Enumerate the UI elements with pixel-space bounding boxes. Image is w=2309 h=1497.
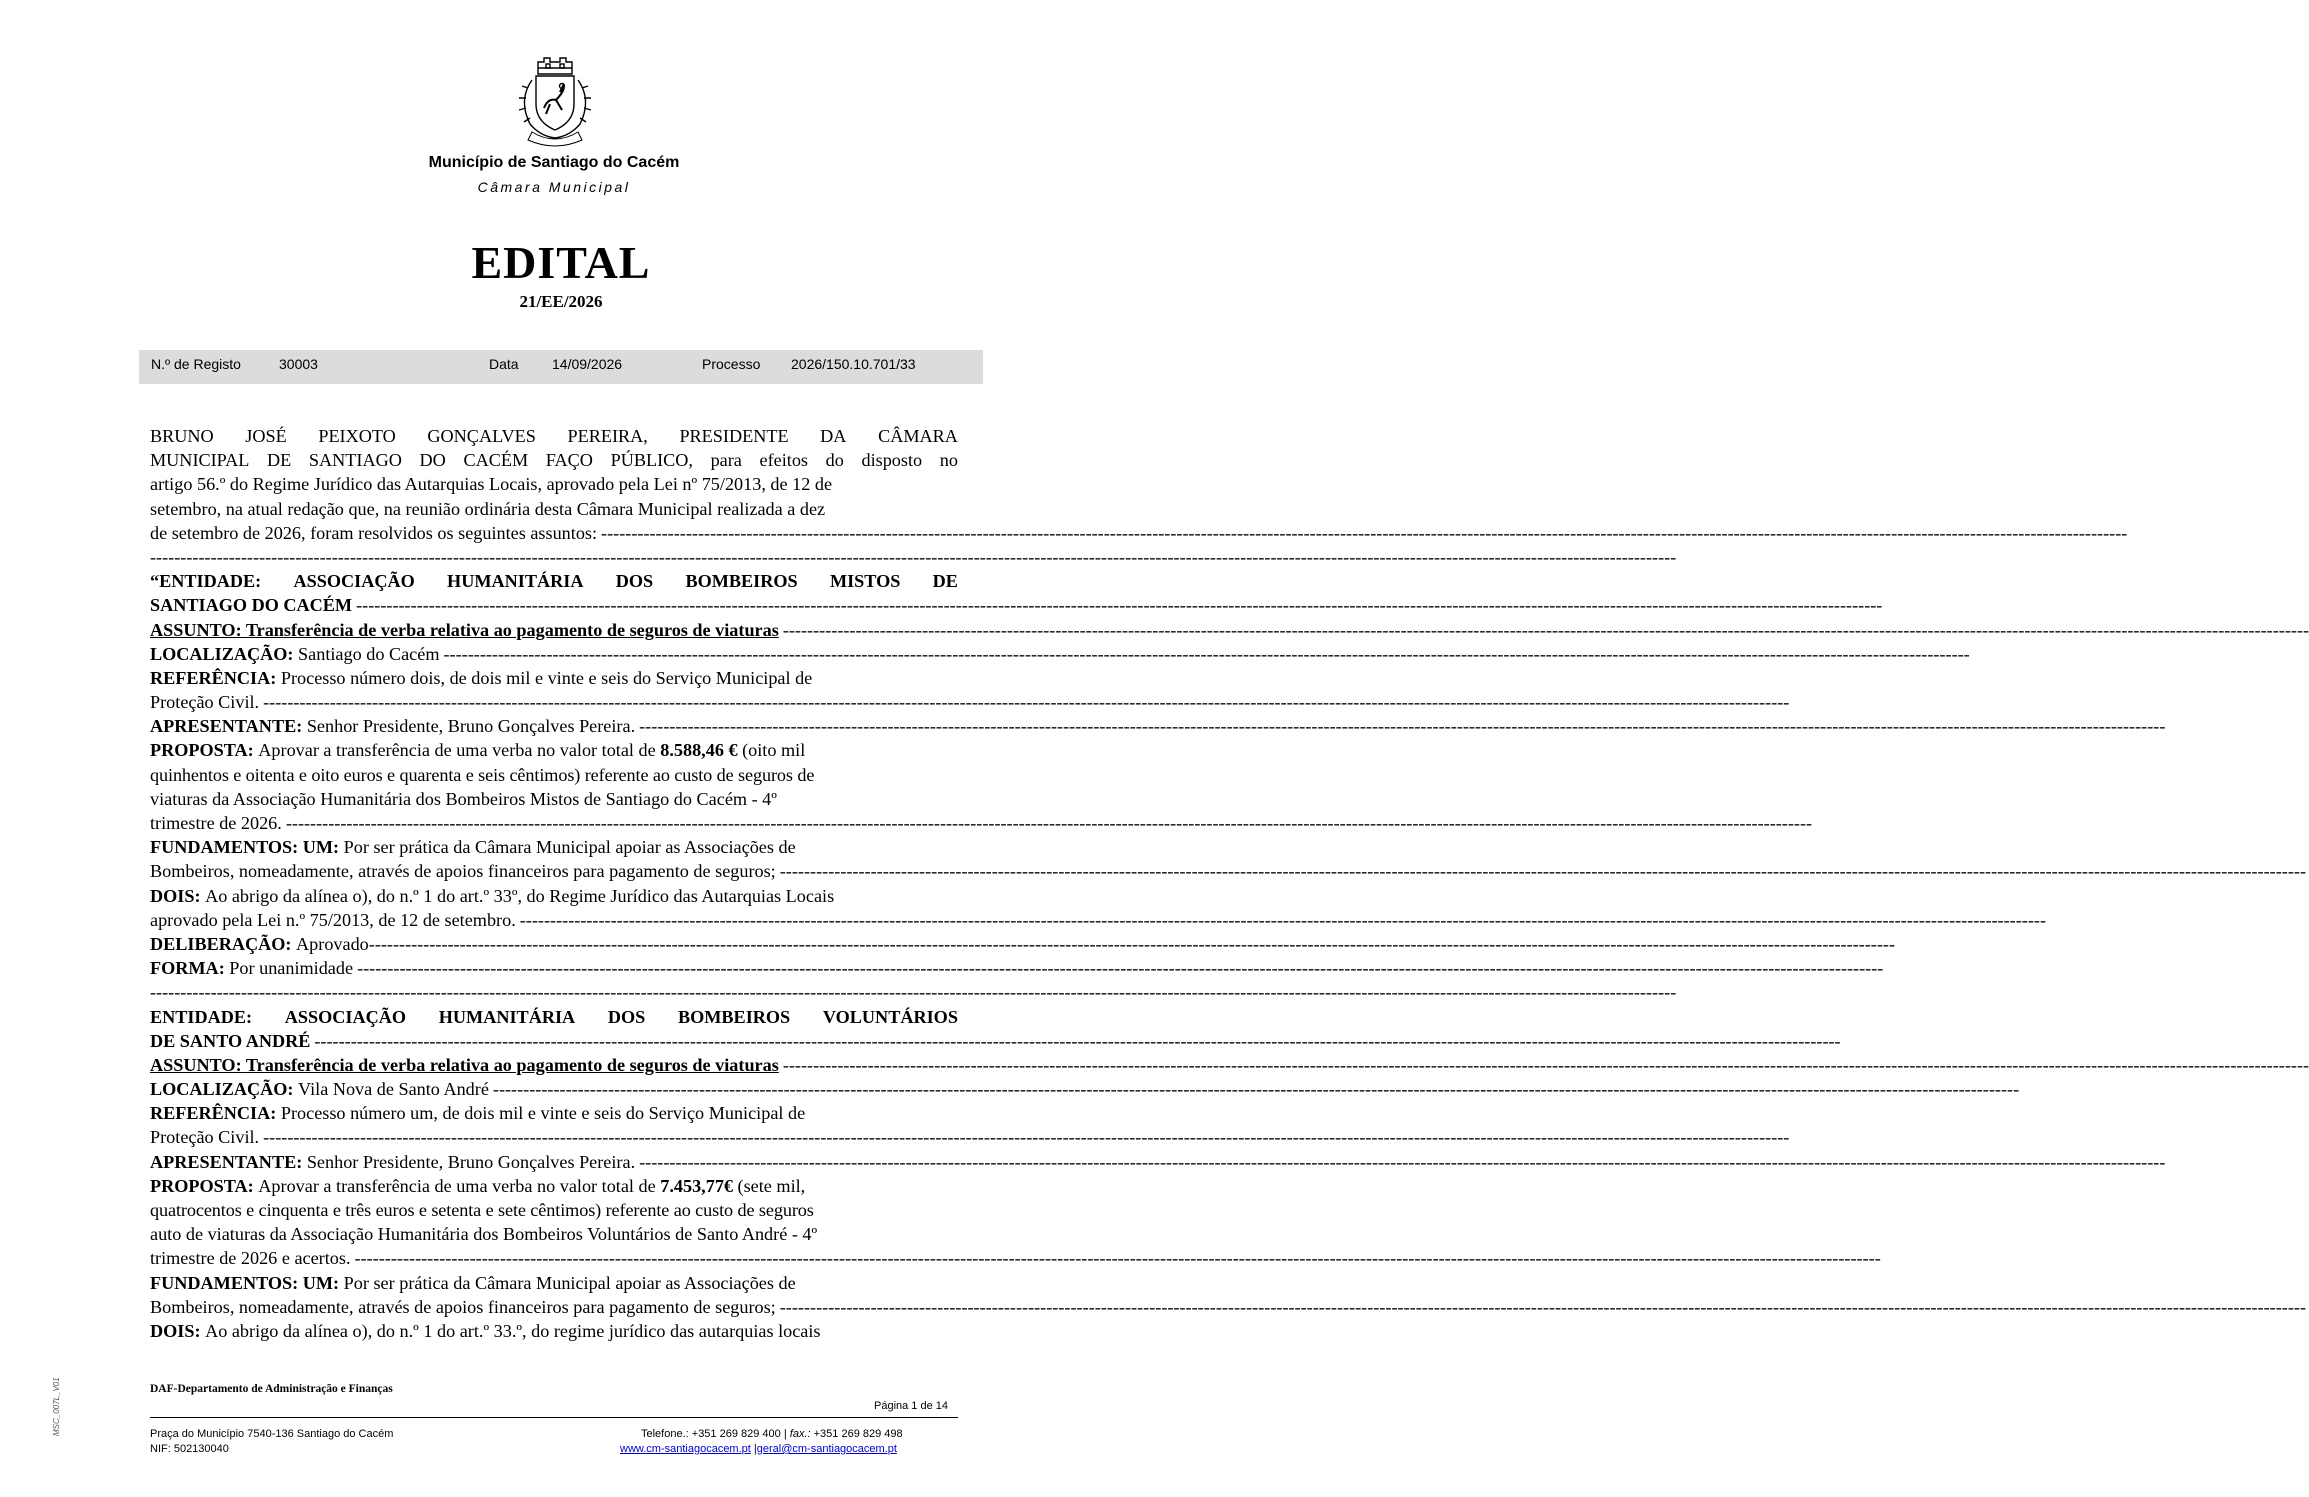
- item2-proposta-cont: auto de viaturas da Associação Humanitária dos Bombeiros Voluntários de Santo André - 4º: [150, 1224, 818, 1245]
- document-code: MSC_007L_V01: [52, 1377, 61, 1436]
- department-name: DAF-Departamento de Administração e Finanças: [150, 1383, 393, 1395]
- item1-localizacao: LOCALIZAÇÃO: Santiago do Cacém ------------------------------------------------------------------------------------------------------------------------------------------------------------------------------------------------------------------------------------------------------------: [150, 643, 1970, 664]
- item2-entidade: ENTIDADE: ASSOCIAÇÃO HUMANITÁRIA DOS BOMBEIROS VOLUNTÁRIOS: [150, 1006, 958, 1027]
- item1-apresentante: APRESENTANTE: Senhor Presidente, Bruno Gonçalves Pereira. ------------------------------------------------------------------------------------------------------------------------------------------------------------------------------------------------------------------------------------------------------------: [150, 716, 2166, 737]
- footer-address: Praça do Município 7540-136 Santiago do Cacém: [150, 1428, 394, 1440]
- processo-label: Processo: [702, 356, 761, 372]
- item1-referencia-cont: Proteção Civil. ------------------------------------------------------------------------------------------------------------------------------------------------------------------------------------------------------------------------------------------------------------: [150, 692, 1790, 713]
- item1-proposta: PROPOSTA: Aprovar a transferência de uma verba no valor total de 8.588,46 € (oito mil: [150, 740, 806, 761]
- item1-forma: FORMA: Por unanimidade ------------------------------------------------------------------------------------------------------------------------------------------------------------------------------------------------------------------------------------------------------------: [150, 958, 1884, 979]
- municipal-crest-icon: [502, 52, 608, 148]
- council-name: Câmara Municipal: [477, 179, 631, 195]
- item2-assunto: ASSUNTO: Transferência de verba relativa ao pagamento de seguros de viaturas ------------------------------------------------------------------------------------------------------------------------------------------------------------------------------------------------------------------------------------------------------------: [150, 1054, 2309, 1075]
- item1-proposta-cont: trimestre de 2026. ------------------------------------------------------------------------------------------------------------------------------------------------------------------------------------------------------------------------------------------------------------: [150, 813, 1813, 833]
- item1-entidade: “ENTIDADE: ASSOCIAÇÃO HUMANITÁRIA DOS BOMBEIROS MISTOS DE: [150, 571, 958, 592]
- item2-entidade-cont: DE SANTO ANDRÉ ------------------------------------------------------------------------------------------------------------------------------------------------------------------------------------------------------------------------------------------------------------: [150, 1030, 1841, 1051]
- footer-contacts: Telefone.: +351 269 829 400 | fax.: +351 269 829 498: [641, 1428, 903, 1440]
- item1-deliberacao: DELIBERAÇÃO: Aprovado ------------------------------------------------------------------------------------------------------------------------------------------------------------------------------------------------------------------------------------------------------------: [150, 933, 1896, 954]
- item1-proposta-cont: quinhentos e oitenta e oito euros e quarenta e seis cêntimos) referente ao custo de seguros de: [150, 764, 815, 785]
- item2-referencia-cont: Proteção Civil. ------------------------------------------------------------------------------------------------------------------------------------------------------------------------------------------------------------------------------------------------------------: [150, 1127, 1790, 1148]
- item2-apresentante: APRESENTANTE: Senhor Presidente, Bruno Gonçalves Pereira. ------------------------------------------------------------------------------------------------------------------------------------------------------------------------------------------------------------------------------------------------------------: [150, 1151, 2166, 1172]
- edital-title: EDITAL: [471, 237, 651, 288]
- page-number: Página 1 de 14: [874, 1400, 949, 1412]
- separator-line: ------------------------------------------------------------------------------------------------------------------------------------------------------------------------------------------------------------------------------------------------------------: [150, 546, 1677, 567]
- item1-referencia: REFERÊNCIA: Processo número dois, de dois mil e vinte e seis do Serviço Municipal de: [150, 667, 813, 688]
- item1-proposta-cont: viaturas da Associação Humanitária dos Bombeiros Mistos de Santiago do Cacém - 4º: [150, 788, 777, 809]
- data-label: Data: [489, 356, 519, 372]
- processo-value: 2026/150.10.701/33: [791, 356, 916, 372]
- item1-dois: DOIS: Ao abrigo da alínea o), do n.º 1 do art.º 33º, do Regime Jurídico das Autarquias Locais: [150, 885, 835, 906]
- intro-line: BRUNO JOSÉ PEIXOTO GONÇALVES PEREIRA, PRESIDENTE DA CÂMARA: [150, 426, 958, 446]
- item2-dois: DOIS: Ao abrigo da alínea o), do n.º 1 do art.º 33.º, do regime jurídico das autarquias locais: [150, 1320, 821, 1341]
- data-value: 14/09/2026: [552, 356, 623, 372]
- item2-proposta-cont: quatrocentos e cinquenta e três euros e setenta e sete cêntimos) referente ao custo de seguros: [150, 1200, 814, 1220]
- registo-label: N.º de Registo: [151, 356, 241, 372]
- municipality-name: Município de Santiago do Cacém: [428, 154, 680, 171]
- footer-links: www.cm-santiagocacem.pt |geral@cm-santiagocacem.pt: [620, 1443, 897, 1455]
- intro-line: de setembro de 2026, foram resolvidos os seguintes assuntos: ------------------------------------------------------------------------------------------------------------------------------------------------------------------------------------------------------------------------------------------------------------: [150, 522, 2128, 543]
- edital-number: 21/EE/2026: [519, 292, 603, 311]
- item2-proposta-cont: trimestre de 2026 e acertos. ------------------------------------------------------------------------------------------------------------------------------------------------------------------------------------------------------------------------------------------------------------: [150, 1248, 1881, 1269]
- intro-line: MUNICIPAL DE SANTIAGO DO CACÉM FAÇO PÚBLICO, para efeitos do disposto no: [150, 450, 958, 471]
- item2-fundamentos-cont: Bombeiros, nomeadamente, através de apoios financeiros para pagamento de seguros; ------------------------------------------------------------------------------------------------------------------------------------------------------------------------------------------------------------------------------------------------------------: [150, 1296, 2307, 1317]
- item2-proposta: PROPOSTA: Aprovar a transferência de uma verba no valor total de 7.453,77€ (sete mil,: [150, 1175, 806, 1196]
- item1-fundamentos-cont: Bombeiros, nomeadamente, através de apoios financeiros para pagamento de seguros; ------------------------------------------------------------------------------------------------------------------------------------------------------------------------------------------------------------------------------------------------------------: [150, 861, 2307, 882]
- footer-nif: NIF: 502130040: [150, 1443, 229, 1455]
- item2-referencia: REFERÊNCIA: Processo número um, de dois mil e vinte e seis do Serviço Municipal de: [150, 1103, 806, 1124]
- item2-localizacao: LOCALIZAÇÃO: Vila Nova de Santo André ------------------------------------------------------------------------------------------------------------------------------------------------------------------------------------------------------------------------------------------------------------: [150, 1079, 2020, 1100]
- registo-value: 30003: [279, 356, 318, 372]
- intro-line: setembro, na atual redação que, na reunião ordinária desta Câmara Municipal realizada a dez: [150, 498, 826, 519]
- item1-assunto: ASSUNTO: Transferência de verba relativa ao pagamento de seguros de viaturas ------------------------------------------------------------------------------------------------------------------------------------------------------------------------------------------------------------------------------------------------------------: [150, 619, 2309, 640]
- email-link[interactable]: geral@cm-santiagocacem.pt: [756, 1443, 897, 1455]
- document-body: [150, 424, 2309, 1343]
- item1-fundamentos: FUNDAMENTOS: UM: Por ser prática da Câmara Municipal apoiar as Associações de: [150, 837, 796, 858]
- separator-line: ------------------------------------------------------------------------------------------------------------------------------------------------------------------------------------------------------------------------------------------------------------: [150, 982, 1677, 1003]
- website-link[interactable]: www.cm-santiagocacem.pt: [620, 1443, 751, 1455]
- item2-fundamentos: FUNDAMENTOS: UM: Por ser prática da Câmara Municipal apoiar as Associações de: [150, 1272, 796, 1293]
- registration-bar: [139, 350, 983, 384]
- footer-divider: [150, 1417, 958, 1418]
- item1-dois-cont: aprovado pela Lei n.º 75/2013, de 12 de setembro. ------------------------------------------------------------------------------------------------------------------------------------------------------------------------------------------------------------------------------------------------------------: [150, 909, 2047, 930]
- intro-line: artigo 56.º do Regime Jurídico das Autarquias Locais, aprovado pela Lei nº 75/2013, de 12 de: [150, 474, 833, 495]
- item1-entidade-cont: SANTIAGO DO CACÉM ------------------------------------------------------------------------------------------------------------------------------------------------------------------------------------------------------------------------------------------------------------: [150, 595, 1883, 616]
